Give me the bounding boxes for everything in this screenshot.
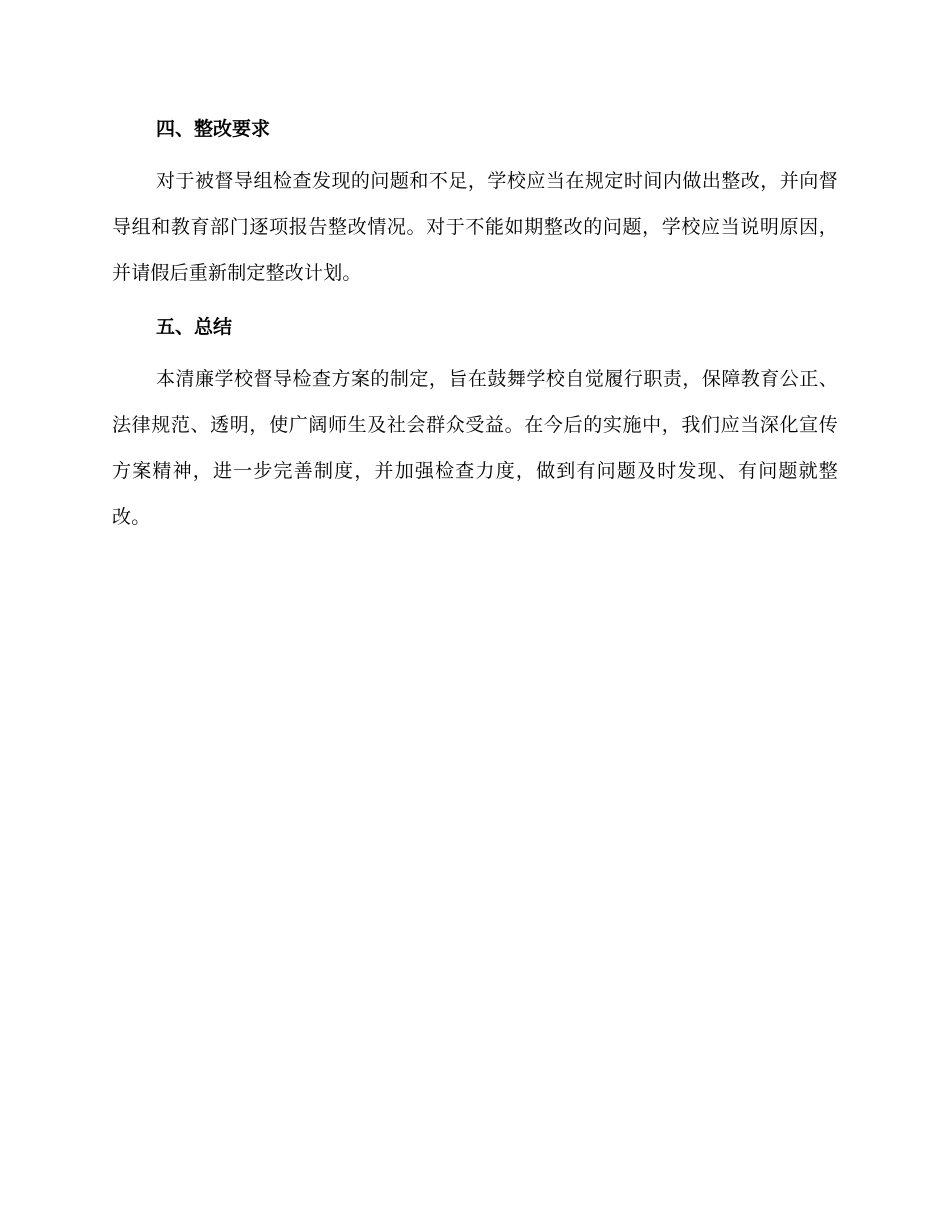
document-body [112, 110, 838, 540]
section-heading-summary: 五、总结 [156, 316, 233, 338]
section-paragraph-rectification: 对于被督导组检查发现的问题和不足，学校应当在规定时间内做出整改，并向督导组和教育部门逐项报告整改情况。对于不能如期整改的问题，学校应当说明原因，并请假后重新制定整改计划。 [112, 170, 838, 284]
section-paragraph-summary: 本清廉学校督导检查方案的制定，旨在鼓舞学校自觉履行职责，保障教育公正、法律规范、透明，使广阔师生及社会群众受益。在今后的实施中，我们应当深化宣传方案精神，进一步完善制度，并加强检查力度，做到有问题及时发现、有问题就整改。 [112, 368, 838, 528]
section-heading-rectification: 四、整改要求 [156, 118, 271, 140]
